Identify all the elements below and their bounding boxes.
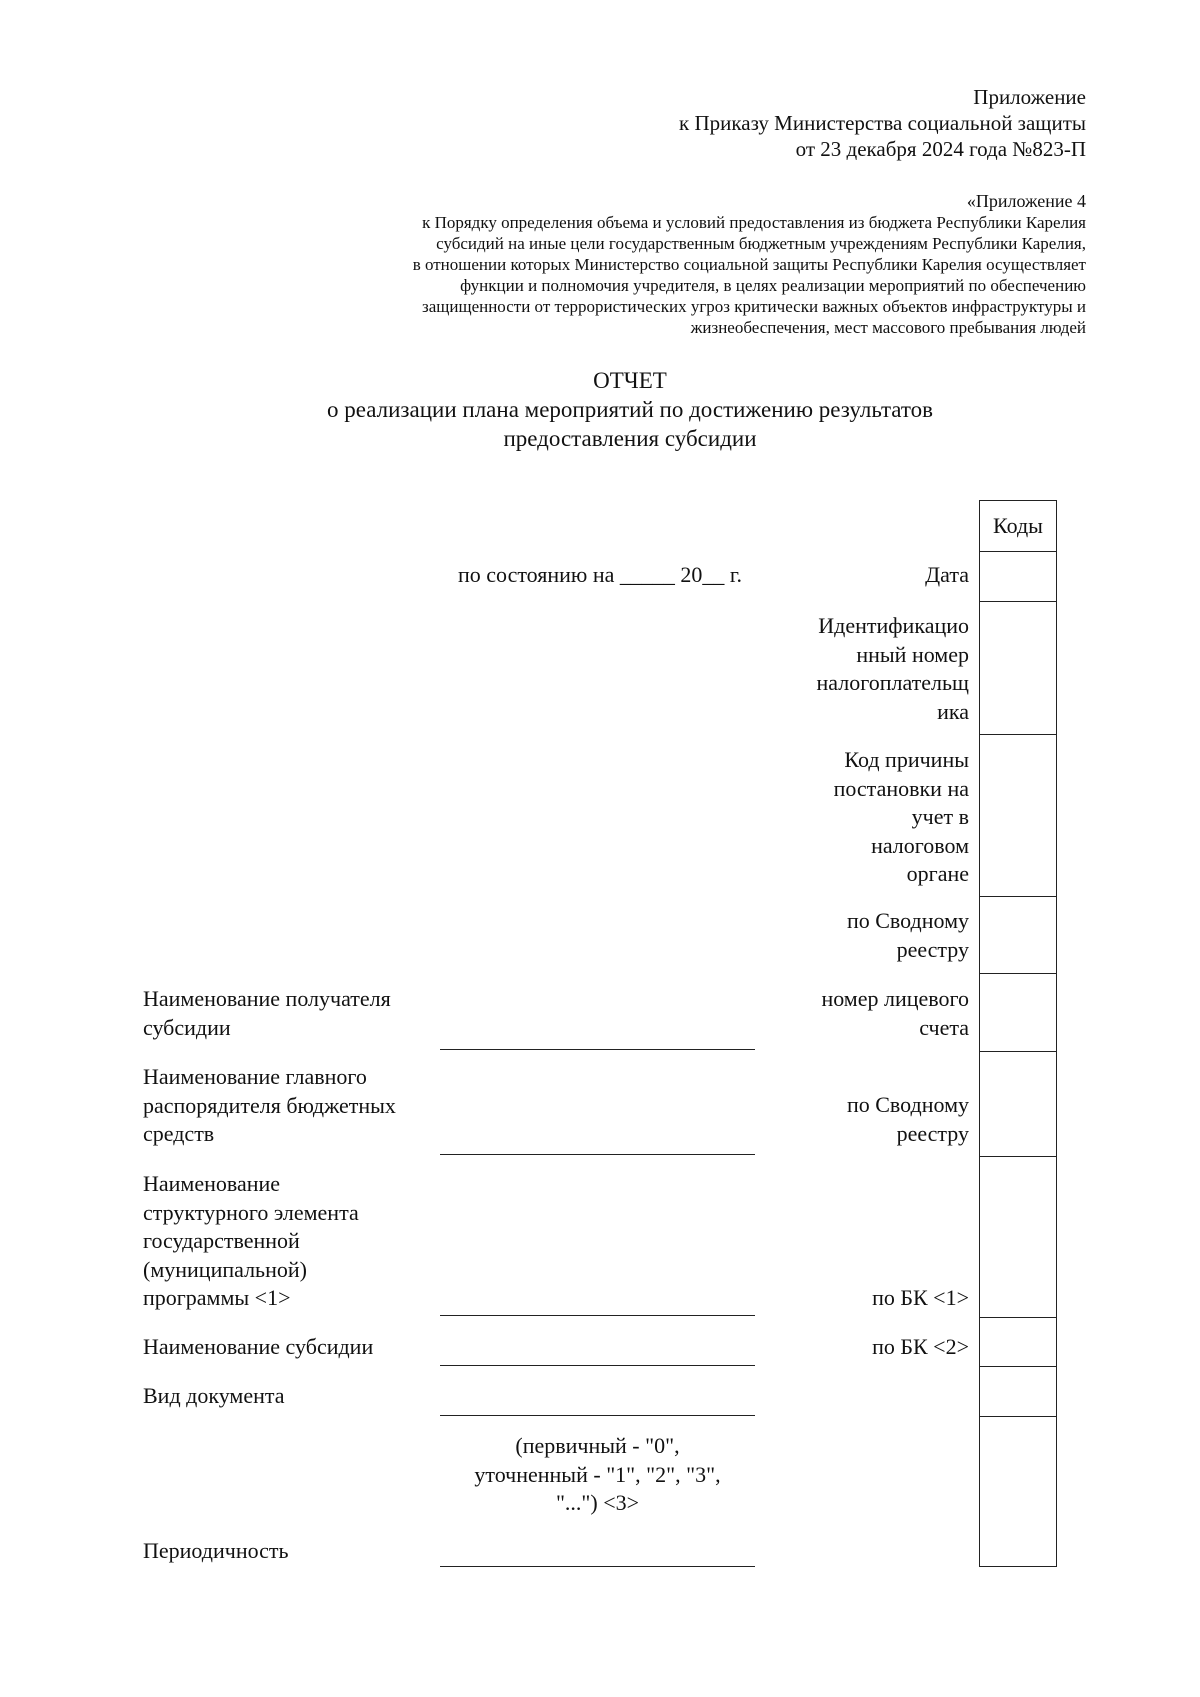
code-cell-divider: [980, 551, 1056, 552]
code-cell-divider: [980, 1051, 1056, 1052]
label-kpp-line: постановки на: [833, 775, 969, 801]
label-svod-registry: [729, 907, 969, 964]
report-title-main: ОТЧЕТ: [593, 368, 667, 393]
label-svod-line: по Сводному: [846, 1092, 969, 1117]
codes-header: Коды: [993, 513, 1043, 538]
periodicity-fill-line[interactable]: [440, 1566, 755, 1567]
label-account-line: номер лицевого: [821, 986, 969, 1011]
document-type-hint-line: уточненный - "1", "2", "3",: [474, 1461, 721, 1487]
appendix-line: защищенности от террористических угроз критически важных объектов инфраструктуры и: [422, 297, 1086, 316]
label-account-number: [729, 985, 969, 1042]
label-bk1: по БК <1>: [872, 1285, 969, 1310]
recipient-fill-line[interactable]: [440, 1049, 755, 1050]
label-program-line: Наименование: [143, 1171, 281, 1196]
appendix-line: субсидий на иные цели государственным бюджетным учреждениям Республики Карелия,: [436, 234, 1086, 253]
label-program-line: (муниципальной): [143, 1256, 307, 1282]
document-type-hint-line: "...") <3>: [555, 1490, 640, 1515]
label-subsidy-name: Наименование субсидии: [143, 1334, 374, 1359]
appendix-line: «Приложение 4: [966, 191, 1086, 211]
report-title: [0, 366, 1200, 453]
annex-header: [386, 84, 1086, 162]
code-cell-divider: [980, 601, 1056, 602]
code-cell-divider: [980, 1317, 1056, 1318]
label-program-element: [143, 1170, 359, 1313]
report-title-line: предоставления субсидии: [503, 426, 757, 451]
label-svod-line: по Сводному: [846, 908, 969, 933]
label-program-line: программы <1>: [143, 1285, 291, 1310]
document-type-hint-line: (первичный - "0",: [515, 1433, 680, 1458]
label-svod-line: реестру: [896, 1120, 969, 1146]
code-cell-divider: [980, 734, 1056, 735]
code-cell-divider: [980, 1366, 1056, 1367]
label-recipient-line: субсидии: [143, 1014, 231, 1040]
appendix-reference: [326, 191, 1086, 338]
label-bk2: по БК <2>: [872, 1334, 969, 1359]
appendix-line: жизнеобеспечения, мест массового пребывания людей: [690, 318, 1086, 337]
subsidy-fill-line[interactable]: [440, 1365, 755, 1366]
program-fill-line[interactable]: [440, 1315, 755, 1316]
label-inn-line: налогоплательщ: [816, 670, 969, 695]
appendix-line: в отношении которых Министерство социальной защиты Республики Карелия осуществляет: [412, 255, 1086, 274]
code-cell-divider: [980, 1156, 1056, 1157]
as-of-date: по состоянию на _____ 20__ г.: [458, 562, 742, 587]
label-periodicity: Периодичность: [143, 1538, 289, 1563]
annex-header-line: Приложение: [973, 85, 1086, 109]
label-document-type: Вид документа: [143, 1383, 285, 1408]
label-date: Дата: [925, 562, 969, 587]
code-cell-divider: [980, 1416, 1056, 1417]
label-kpp-line: налоговом: [871, 832, 969, 858]
document-type-hint: [440, 1432, 755, 1518]
label-inn-line: ика: [937, 698, 969, 724]
label-kpp-line: учет в: [911, 804, 969, 829]
label-kpp-line: органе: [906, 861, 969, 886]
label-inn: [729, 612, 969, 726]
label-kpp-line: Код причины: [844, 747, 969, 772]
label-recipient: [143, 985, 391, 1042]
label-grbs-line: Наименование главного: [143, 1064, 367, 1089]
annex-header-line: к Приказу Министерства социальной защиты: [679, 111, 1086, 135]
codes-column: [979, 500, 1057, 1567]
label-grbs-line: средств: [143, 1121, 215, 1146]
label-svod-line: реестру: [896, 936, 969, 962]
label-program-line: государственной: [143, 1228, 300, 1253]
report-title-line: о реализации плана мероприятий по достижению результатов: [326, 397, 934, 422]
annex-header-line: от 23 декабря 2024 года №823-П: [795, 137, 1086, 161]
code-cell-divider: [980, 896, 1056, 897]
label-grbs: [143, 1063, 396, 1149]
label-inn-line: Идентификацио: [818, 613, 969, 638]
document-type-fill-line[interactable]: [440, 1415, 755, 1416]
label-inn-line: нный номер: [856, 641, 969, 667]
label-account-line: счета: [919, 1014, 969, 1040]
code-cell-divider: [980, 973, 1056, 974]
label-recipient-line: Наименование получателя: [143, 986, 391, 1011]
label-grbs-line: распорядителя бюджетных: [143, 1092, 396, 1118]
label-program-line: структурного элемента: [143, 1199, 359, 1225]
grbs-fill-line[interactable]: [440, 1154, 755, 1155]
label-svod-registry-2: [729, 1091, 969, 1148]
appendix-line: к Порядку определения объема и условий предоставления из бюджета Республики Карелия: [422, 213, 1086, 232]
appendix-line: функции и полномочия учредителя, в целях реализации мероприятий по обеспечению: [460, 276, 1086, 295]
label-kpp: [729, 746, 969, 889]
